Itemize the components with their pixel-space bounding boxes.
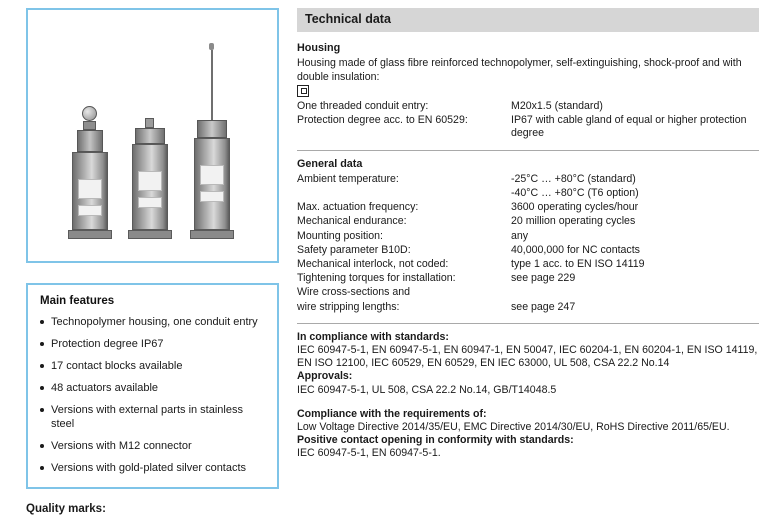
switch-nameplate-small <box>78 205 102 216</box>
spec-value: 3600 operating cycles/hour <box>511 201 639 214</box>
spec-label: Tightening torques for installation: <box>297 272 456 285</box>
general-data-section <box>297 158 759 314</box>
feature-label: 17 contact blocks available <box>51 360 183 372</box>
spec-label: Max. actuation frequency: <box>297 201 419 214</box>
switch-base <box>128 230 172 239</box>
switch-base <box>190 230 234 239</box>
quality-marks-title: Quality marks: <box>26 503 106 515</box>
feature-label: Versions with gold-plated silver contacts <box>51 462 247 474</box>
technical-data-header: Technical data <box>297 8 759 32</box>
list-item <box>40 439 265 453</box>
spec-label: Mechanical interlock, not coded: <box>297 258 449 271</box>
left-column <box>26 8 279 515</box>
spec-label: Mechanical endurance: <box>297 215 407 228</box>
bullet-icon <box>40 444 44 448</box>
plunger-stem <box>83 121 96 130</box>
double-insulation-icon-row <box>297 85 759 99</box>
rod-icon <box>211 50 213 120</box>
spec-label: Ambient temperature: <box>297 172 399 185</box>
approvals-text: IEC 60947-5-1, UL 508, CSA 22.2 No.14, GB/T14048.5 <box>297 383 557 396</box>
table-row <box>297 173 759 186</box>
product-image <box>26 8 279 263</box>
switch-illustration-group <box>28 49 277 239</box>
spec-value: 20 million operating cycles <box>511 215 636 228</box>
switch-body <box>72 152 108 230</box>
housing-title: Housing <box>297 42 341 55</box>
rod-lever-head <box>194 43 227 138</box>
feature-label: 48 actuators available <box>51 382 159 394</box>
switch-nameplate <box>78 179 102 199</box>
switch-nameplate-small <box>138 197 162 208</box>
rod-tip-icon <box>209 43 214 50</box>
table-row <box>297 286 759 299</box>
general-data-title: General data <box>297 157 363 170</box>
standards-title: In compliance with standards: <box>297 330 449 343</box>
spec-value: M20x1.5 (standard) <box>511 100 603 113</box>
spec-label: Protection degree acc. to EN 60529: <box>297 114 468 127</box>
feature-label: Technopolymer housing, one conduit entry <box>51 316 258 328</box>
list-item <box>40 337 265 351</box>
technical-data-column <box>297 8 759 461</box>
table-row <box>297 114 759 140</box>
spec-label: Wire cross-sections and <box>297 286 411 299</box>
switch-base <box>68 230 112 239</box>
divider <box>297 150 759 151</box>
list-item <box>40 359 265 373</box>
feature-label: Versions with M12 connector <box>51 440 192 452</box>
spec-value: type 1 acc. to EN ISO 14119 <box>511 258 645 271</box>
roller-plunger-head <box>72 106 103 152</box>
positive-contact-title: Positive contact opening in conformity with standards: <box>297 434 574 447</box>
list-item <box>40 381 265 395</box>
feature-label: Versions with external parts in stainless steel <box>51 404 243 430</box>
bullet-icon <box>40 386 44 390</box>
list-item <box>40 461 265 475</box>
requirements-title: Compliance with the requirements of: <box>297 407 487 420</box>
table-row <box>297 201 759 214</box>
switch-roller-plunger <box>72 152 112 239</box>
switch-body <box>194 138 230 230</box>
switch-body <box>132 144 168 230</box>
plain-plunger-head <box>132 118 165 144</box>
bullet-icon <box>40 408 44 412</box>
spec-value: -40°C … +80°C (T6 option) <box>511 187 639 200</box>
main-features-box <box>26 283 279 489</box>
plunger-icon <box>145 118 154 128</box>
standards-text: IEC 60947-5-1, EN 60947-5-1, EN 60947-1, EN 50047, IEC 60204-1, EN 60204-1, EN ISO 14119, EN ISO 12100, IEC 60529, EN 60529, EN IEC 63000, UL 508, CSA 22.2 No.14 <box>297 344 758 370</box>
spec-label: Mounting position: <box>297 229 383 242</box>
housing-description: Housing made of glass fibre reinforced technopolymer, self-extinguishing, shock-proof and with double insulation: <box>297 57 742 83</box>
spec-value: see page 229 <box>511 272 576 285</box>
divider <box>297 323 759 324</box>
main-features-title: Main features <box>40 295 115 307</box>
bullet-icon <box>40 320 44 324</box>
approvals-title: Approvals: <box>297 370 353 383</box>
spec-value: IP67 with cable gland of equal or higher protection degree <box>511 114 747 140</box>
table-row <box>297 301 759 314</box>
table-row <box>297 272 759 285</box>
list-item <box>40 403 265 431</box>
spec-value: see page 247 <box>511 300 576 313</box>
standards-section <box>297 331 759 397</box>
table-row <box>297 244 759 257</box>
switch-head-block <box>135 128 165 144</box>
switch-head-block <box>77 130 103 152</box>
feature-label: Protection degree IP67 <box>51 338 164 350</box>
requirements-text: Low Voltage Directive 2014/35/EU, EMC Directive 2014/30/EU, RoHS Directive 2011/65/EU. <box>297 421 730 434</box>
roller-icon <box>82 106 97 121</box>
spec-value: -25°C … +80°C (standard) <box>511 172 636 185</box>
switch-nameplate <box>138 171 162 191</box>
spec-label: Safety parameter B10D: <box>297 243 411 256</box>
switch-plain-plunger <box>132 144 172 239</box>
spec-value: any <box>511 229 529 242</box>
table-row <box>297 100 759 113</box>
table-row <box>297 258 759 271</box>
spec-value: 40,000,000 for NC contacts <box>511 243 640 256</box>
bullet-icon <box>40 342 44 346</box>
table-row <box>297 215 759 228</box>
switch-rod-lever <box>194 138 234 239</box>
requirements-section <box>297 408 759 461</box>
table-row <box>297 230 759 243</box>
spec-label: wire stripping lengths: <box>297 300 400 313</box>
positive-contact-text: IEC 60947-5-1, EN 60947-5-1. <box>297 447 441 460</box>
bullet-icon <box>40 466 44 470</box>
switch-nameplate-small <box>200 191 224 202</box>
double-insulation-icon <box>297 85 309 97</box>
switch-nameplate <box>200 165 224 185</box>
spec-label: One threaded conduit entry: <box>297 100 429 113</box>
table-row <box>297 187 759 200</box>
switch-head-block <box>197 120 227 138</box>
bullet-icon <box>40 364 44 368</box>
list-item <box>40 315 265 329</box>
housing-section <box>297 42 759 140</box>
